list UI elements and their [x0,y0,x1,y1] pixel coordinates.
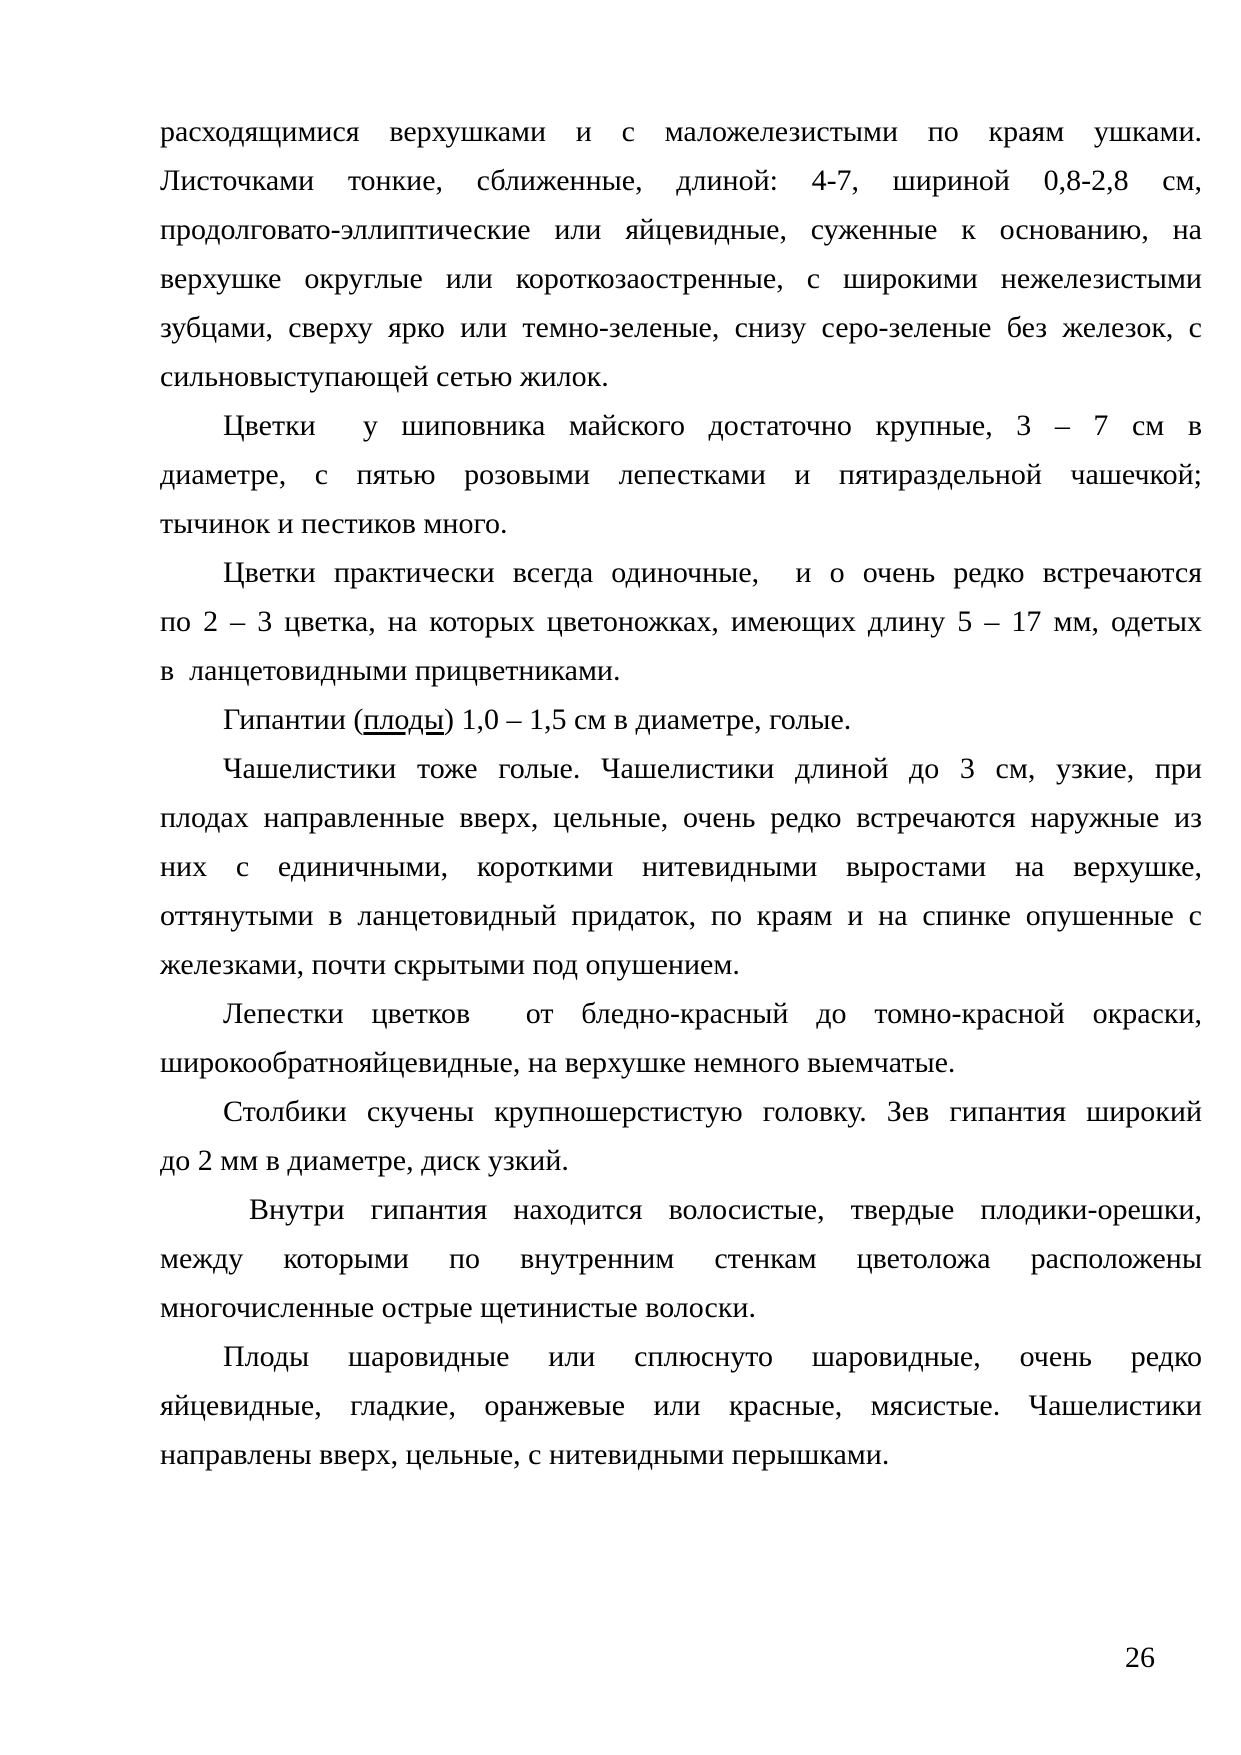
text-line: оттянутыми в ланцетовидный придаток, по краям и на спинке опушенные с [160,899,1202,932]
text-line: яйцевидные, гладкие, оранжевые или красные, мясистые. Чашелистики [160,1389,1202,1422]
underlined-term: плоды [363,703,444,736]
text-line: Листочками тонкие, сближенные, длиной: 4-7, шириной 0,8-2,8 см, [160,164,1202,197]
text-line: Цветки практически всегда одиночные, и о очень редко встречаются [223,556,1202,589]
text-segment: Гипантии ( [223,703,364,736]
text-line: широкообратнояйцевидные, на верхушке немного выемчатые. [160,1046,956,1079]
text-line: плодах направленные вверх, цельные, очень редко встречаются наружные из [160,801,1202,834]
page-number: 26 [1125,1641,1155,1674]
text-line: направлены вверх, цельные, с нитевидными перышками. [160,1438,890,1471]
text-line: многочисленные острые щетинистые волоски. [160,1291,756,1324]
text-line: расходящимися верхушками и с маложелезистыми по краям ушками. [160,115,1202,148]
text-column [160,107,1202,1479]
text-line: них с единичными, короткими нитевидными выростами на верхушке, [160,850,1202,883]
paragraph [160,744,1202,989]
text-line: железками, почти скрытыми под опушением. [160,948,740,981]
paragraph [160,107,1202,401]
text-line: Внутри гипантия находится волосистые, твердые плодики-орешки, [223,1193,1202,1226]
text-line: Столбики скучены крупношерстистую головку. Зев гипантия широкий [223,1095,1202,1128]
text-line: Цветки у шиповника майского достаточно крупные, 3 – 7 см в [223,409,1202,442]
text-line: между которыми по внутренним стенкам цветоложа расположены [160,1242,1202,1275]
text-line: Лепестки цветков от бледно-красный до томно-красной окраски, [223,997,1202,1030]
text-line [160,695,1202,744]
paragraph [160,989,1202,1087]
text-line: зубцами, сверху ярко или темно-зеленые, снизу серо-зеленые без железок, с [160,311,1202,344]
text-line: тычинок и пестиков много. [160,507,508,540]
text-line: Плоды шаровидные или сплюснуто шаровидные, очень редко [223,1340,1202,1373]
paragraph [160,1332,1202,1479]
text-line: до 2 мм в диаметре, диск узкий. [160,1144,569,1177]
text-line: сильновыступающей сетью жилок. [160,360,609,393]
paragraph [160,1087,1202,1185]
text-line: в ланцетовидными прицветниками. [160,654,621,687]
text-segment: ) 1,0 – 1,5 см в диаметре, голые. [443,703,852,736]
paragraph [160,695,1202,744]
paragraph [160,1185,1202,1332]
text-line: Чашелистики тоже голые. Чашелистики длиной до 3 см, узкие, при [223,752,1202,785]
paragraph [160,548,1202,695]
text-line: верхушке округлые или короткозаостренные, с широкими нежелезистыми [160,262,1202,295]
paragraph [160,401,1202,548]
text-line: по 2 – 3 цветка, на которых цветоножках, имеющих длину 5 – 17 мм, одетых [160,605,1202,638]
text-line: диаметре, с пятью розовыми лепестками и пятираздельной чашечкой; [160,458,1202,491]
text-line: продолговато-эллиптические или яйцевидные, суженные к основанию, на [160,213,1202,246]
